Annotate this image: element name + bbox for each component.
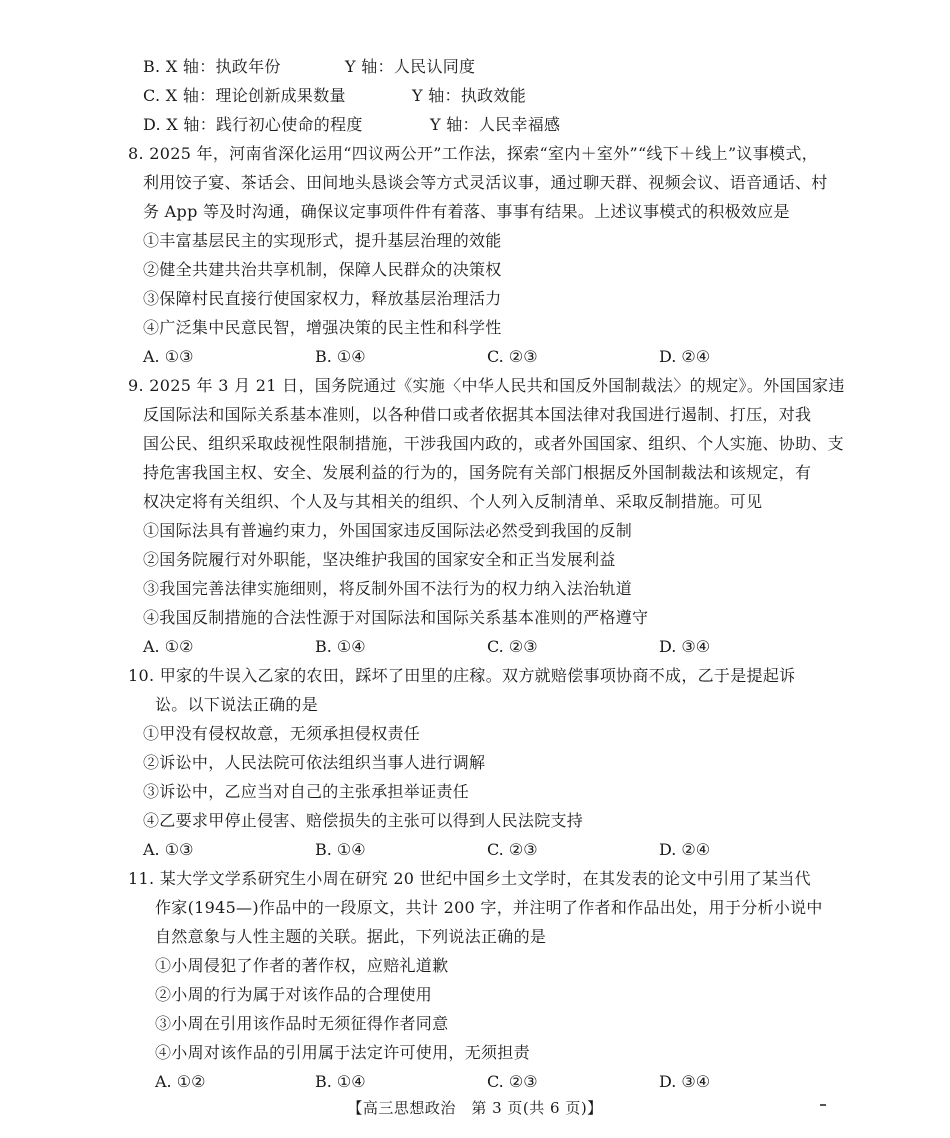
q11-item: ①小周侵犯了作者的著作权，应赔礼道歉 (155, 956, 449, 975)
q8-stem-line: 务 App 等及时沟通，确保议定事项件件有着落、事事有结果。上述议事模式的积极效应是 (143, 202, 790, 221)
q8-stem-line: 利用饺子宴、茶话会、田间地头恳谈会等方式灵活议事，通过聊天群、视频会议、语音通话、村 (143, 173, 828, 192)
q10-choice-c: C. ②③ (487, 840, 538, 859)
q9-choice-b: B. ①④ (315, 637, 366, 656)
q10-choice-a: A. ①③ (143, 840, 194, 859)
q7-option-c-x: C. X 轴：理论创新成果数量 (143, 86, 346, 105)
q9-choice-d: D. ③④ (659, 637, 711, 656)
q10-choice-b: B. ①④ (315, 840, 366, 859)
q7-option-d-x: D. X 轴：践行初心使命的程度 (143, 115, 363, 134)
q9-stem-line: 反国际法和国际关系基本准则，以各种借口或者依据其本国法律对我国进行遏制、打压，对我 (143, 405, 812, 424)
q11-item: ④小周对该作品的引用属于法定许可使用，无须担责 (155, 1043, 530, 1062)
q11-choice-d: D. ③④ (659, 1072, 711, 1091)
q10-stem-line: 10. 甲家的牛误入乙家的农田，踩坏了田里的庄稼。双方就赔偿事项协商不成，乙于是提起诉 (128, 666, 796, 685)
q11-choice-a: A. ①② (155, 1072, 206, 1091)
scan-mark (820, 1104, 826, 1106)
q9-stem-line: 持危害我国主权、安全、发展利益的行为的，国务院有关部门根据反外国制裁法和该规定，有 (143, 463, 812, 482)
q8-choice-a: A. ①③ (143, 347, 194, 366)
q9-stem-line: 权决定将有关组织、个人及与其相关的组织、个人列入反制清单、采取反制措施。可见 (143, 492, 763, 511)
q9-item: ②国务院履行对外职能，坚决维护我国的国家安全和正当发展利益 (143, 550, 616, 569)
q8-choice-d: D. ②④ (659, 347, 711, 366)
q8-item: ②健全共建共治共享机制，保障人民群众的决策权 (143, 260, 502, 279)
q11-item: ③小周在引用该作品时无须征得作者同意 (155, 1014, 449, 1033)
q10-item: ④乙要求甲停止侵害、赔偿损失的主张可以得到人民法院支持 (143, 811, 584, 830)
q11-stem-line: 11. 某大学文学系研究生小周在研究 20 世纪中国乡土文学时，在其发表的论文中引用了某当代 (128, 869, 811, 888)
q9-stem-line: 国公民、组织采取歧视性限制措施，干涉我国内政的，或者外国国家、组织、个人实施、协助、支 (143, 434, 844, 453)
q11-item: ②小周的行为属于对该作品的合理使用 (155, 985, 433, 1004)
q11-choice-b: B. ①④ (315, 1072, 366, 1091)
page-footer: 【高三思想政治 第 3 页(共 6 页)】 (347, 1099, 603, 1117)
q7-option-d-y: Y 轴：人民幸福感 (430, 115, 561, 134)
q10-stem-line: 讼。以下说法正确的是 (155, 695, 319, 714)
q10-item: ③诉讼中，乙应当对自己的主张承担举证责任 (143, 782, 470, 801)
q10-item: ②诉讼中，人民法院可依法组织当事人进行调解 (143, 753, 486, 772)
q9-stem-line: 9. 2025 年 3 月 21 日，国务院通过《实施〈中华人民共和国反外国制裁法〉的规定》。外国国家违 (128, 376, 845, 395)
q8-choice-b: B. ①④ (315, 347, 366, 366)
q9-item: ④我国反制措施的合法性源于对国际法和国际关系基本准则的严格遵守 (143, 608, 649, 627)
q10-choice-d: D. ②④ (659, 840, 711, 859)
q8-item: ③保障村民直接行使国家权力，释放基层治理活力 (143, 289, 502, 308)
q9-choice-a: A. ①② (143, 637, 194, 656)
q8-item: ④广泛集中民意民智，增强决策的民主性和科学性 (143, 318, 502, 337)
q8-choice-c: C. ②③ (487, 347, 538, 366)
q9-choice-c: C. ②③ (487, 637, 538, 656)
q11-stem-line: 作家(1945—)作品中的一段原文，共计 200 字，并注明了作者和作品出处，用于分析小说中 (155, 898, 823, 917)
q9-item: ③我国完善法律实施细则，将反制外国不法行为的权力纳入法治轨道 (143, 579, 633, 598)
q11-choice-c: C. ②③ (487, 1072, 538, 1091)
q7-option-b-y: Y 轴：人民认同度 (345, 57, 476, 76)
q10-item: ①甲没有侵权故意，无须承担侵权责任 (143, 724, 421, 743)
q8-item: ①丰富基层民主的实现形式，提升基层治理的效能 (143, 231, 502, 250)
q11-stem-line: 自然意象与人性主题的关联。据此，下列说法正确的是 (155, 927, 547, 946)
q7-option-c-y: Y 轴：执政效能 (412, 86, 527, 105)
q8-stem-line: 8. 2025 年，河南省深化运用“四议两公开”工作法，探索“室内＋室外”“线下＋线上”议事模式， (128, 144, 818, 163)
q9-item: ①国际法具有普遍约束力，外国国家违反国际法必然受到我国的反制 (143, 521, 633, 540)
q7-option-b-x: B. X 轴：执政年份 (143, 57, 281, 76)
